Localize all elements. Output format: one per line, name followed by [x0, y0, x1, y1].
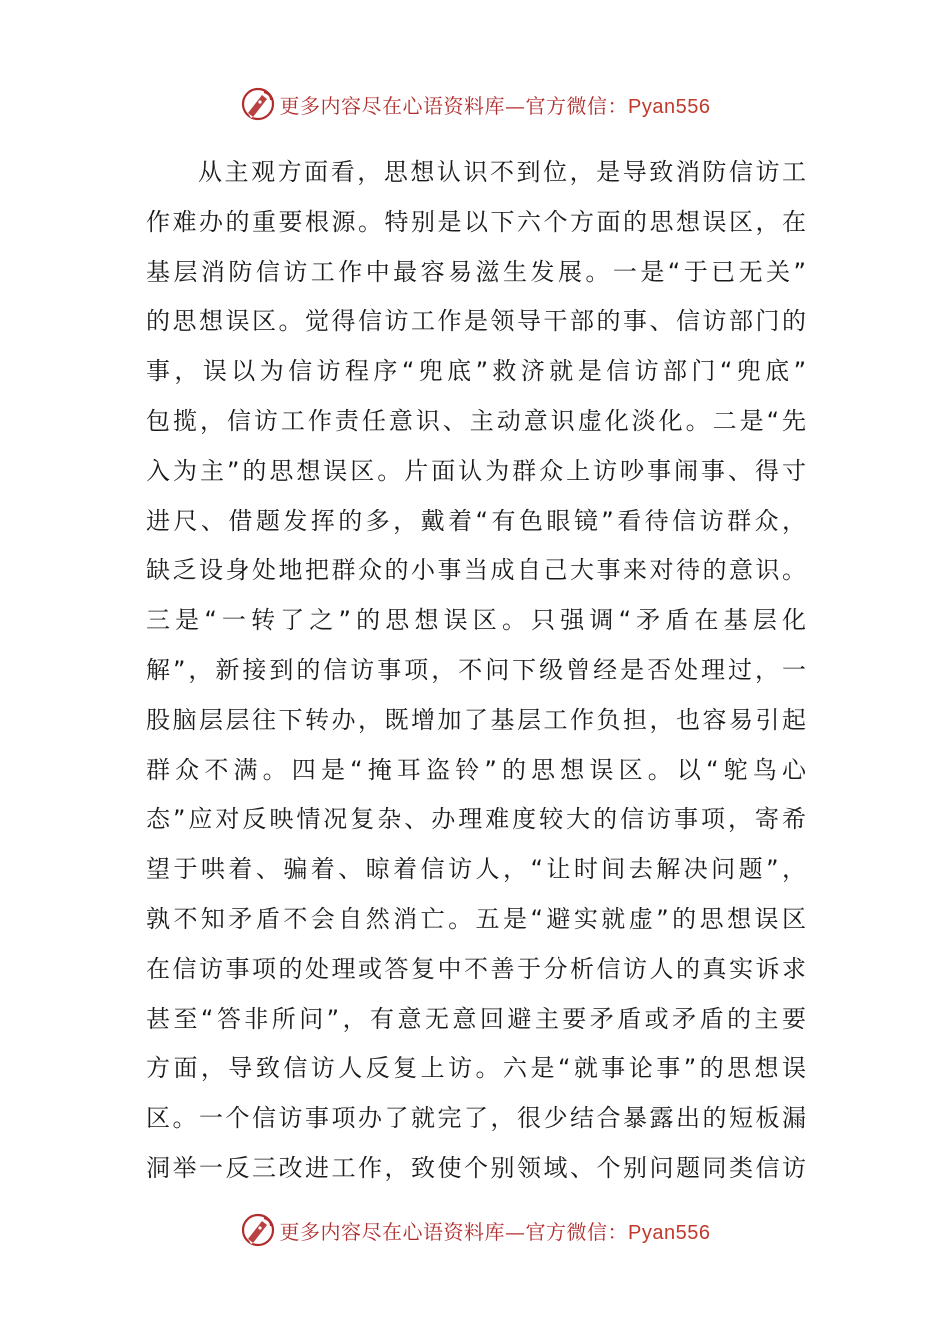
- banner-main: 更多内容尽在心语资料库: [279, 1219, 506, 1244]
- text-line: 入为主”的思想误区。片面认为群众上访吵事闹事、得寸: [146, 456, 806, 485]
- text-line: 事，误以为信访程序“兜底”救济就是信访部门“兜底”: [146, 357, 806, 386]
- text-line: 解”，新接到的信访事项，不问下级曾经是否处理过，一: [146, 655, 806, 684]
- banner-wechat-label: 官方微信：: [525, 1219, 629, 1244]
- banner-dash: —: [505, 1219, 526, 1244]
- text-line: 作难办的重要根源。特别是以下六个方面的思想误区，在: [146, 207, 806, 236]
- footer-banner: [0, 1210, 950, 1250]
- text-line: 缺乏设身处地把群众的小事当成自己大事来对待的意识。: [146, 556, 806, 585]
- text-line: 甚至“答非所问”，有意无意回避主要矛盾或矛盾的主要: [146, 1004, 806, 1033]
- banner-wechat-id: Pyan556: [628, 95, 711, 118]
- text-line: 三是“一转了之”的思想误区。只强调“矛盾在基层化: [146, 606, 806, 635]
- banner-dash: —: [505, 93, 526, 118]
- text-line: 进尺、借题发挥的多，戴着“有色眼镜”看待信访群众，: [146, 506, 806, 535]
- banner-text: [280, 1216, 711, 1245]
- text-line: 群众不满。四是“掩耳盗铃”的思想误区。以“鸵鸟心: [146, 755, 806, 784]
- banner-main: 更多内容尽在心语资料库: [279, 93, 506, 118]
- text-line: 从主观方面看，思想认识不到位，是导致消防信访工: [198, 158, 806, 186]
- text-line: 基层消防信访工作中最容易滋生发展。一是“于已无关”: [146, 257, 806, 286]
- text-line: 区。一个信访事项办了就完了，很少结合暴露出的短板漏: [146, 1104, 806, 1133]
- text-line: 的思想误区。觉得信访工作是领导干部的事、信访部门的: [146, 307, 806, 336]
- header-banner: [0, 84, 950, 124]
- body-paragraph: [146, 148, 806, 1194]
- text-line: 方面，导致信访人反复上访。六是“就事论事”的思想误: [146, 1054, 806, 1083]
- text-line: 包揽，信访工作责任意识、主动意识虚化淡化。二是“先: [146, 406, 806, 435]
- text-line: 孰不知矛盾不会自然消亡。五是“避实就虚”的思想误区: [146, 904, 806, 933]
- banner-wechat-id: Pyan556: [628, 1221, 711, 1244]
- text-line: 洞举一反三改进工作，致使个别领域、个别问题同类信访: [146, 1153, 806, 1182]
- text-line: 态”应对反映情况复杂、办理难度较大的信访事项，寄希: [146, 805, 806, 834]
- pen-nib-logo-icon: [240, 1212, 276, 1248]
- text-line: 在信访事项的处理或答复中不善于分析信访人的真实诉求: [146, 954, 806, 983]
- pen-nib-logo-icon: [240, 86, 276, 122]
- banner-text: [280, 90, 711, 119]
- banner-wechat-label: 官方微信：: [525, 93, 629, 118]
- text-line: 股脑层层往下转办，既增加了基层工作负担，也容易引起: [146, 705, 806, 734]
- text-line: 望于哄着、骗着、晾着信访人，“让时间去解决问题”，: [146, 855, 806, 884]
